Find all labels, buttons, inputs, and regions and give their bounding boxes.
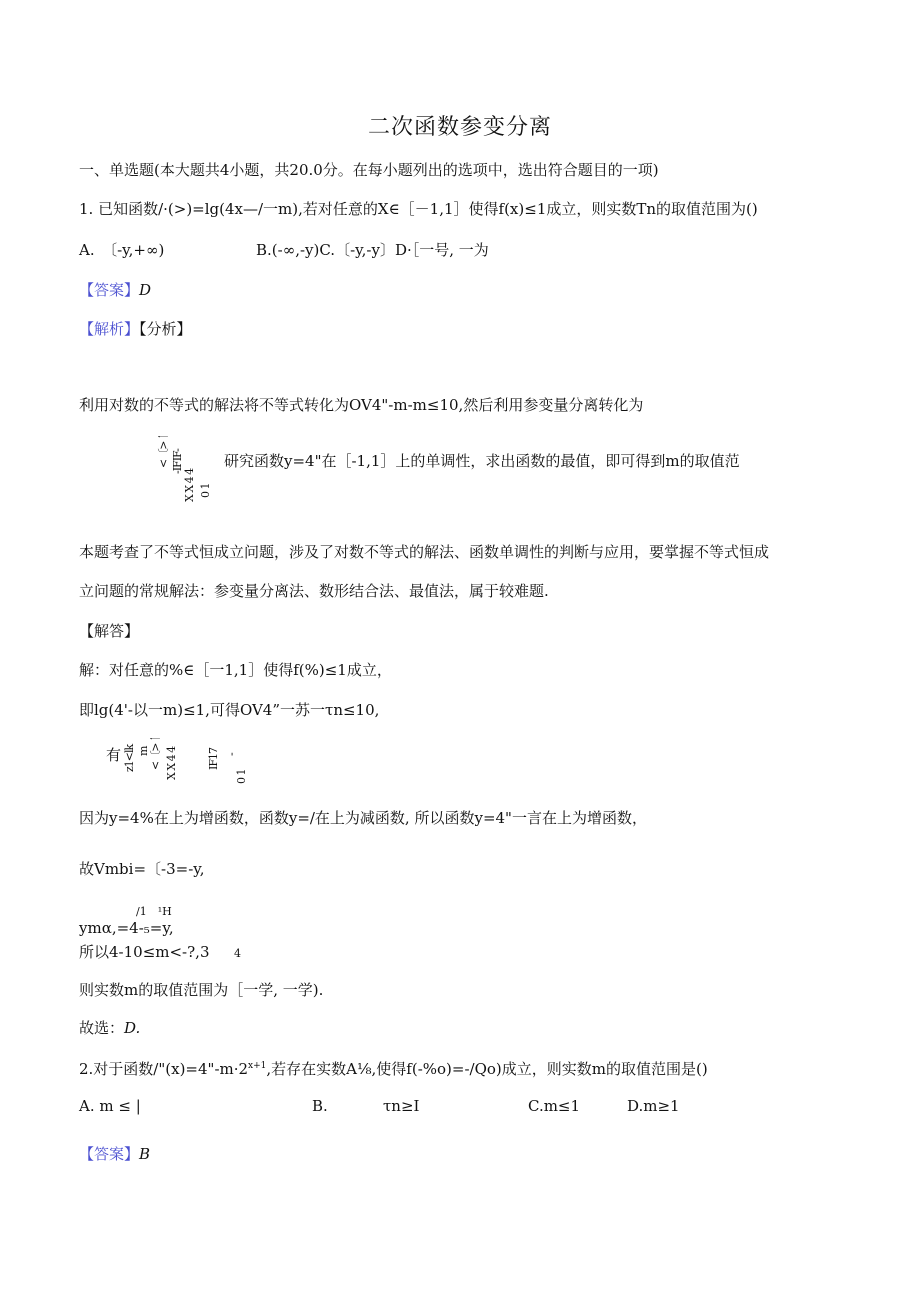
solution-line-7: 则实数m的取值范围为［一学, 一学). [79, 981, 324, 999]
formula-fragment: m [137, 746, 150, 756]
formula-fragment: <〔>一 [149, 733, 162, 770]
formula-fragment: z1<lk [123, 744, 136, 772]
solution-line-5: ymα,=4-₅=y, [79, 919, 174, 937]
fenxi-tag: 【分析】 [139, 320, 192, 338]
formula-fragment: X X 4 4 [183, 468, 196, 502]
q1-stem: 1. 已知函数/·(>)=lg(4x—/一m),若对任意的X∈［－1,1］使得f(x)≤1成立，则实数Tn的取值范围为() [79, 200, 758, 218]
formula-fragment: 0 1 [235, 769, 248, 784]
q1-analysis-header [79, 319, 192, 339]
q2-option-c: C.m≤1 [528, 1097, 581, 1115]
analysis-tag: 【解析】 [79, 320, 140, 338]
page-title: 二次函数参变分离 [367, 115, 552, 140]
answer-value: B [139, 1145, 151, 1163]
formula-fragment: IF17 [207, 748, 220, 770]
q1-analysis-1: 利用对数的不等式的解法将不等式转化为OV4"-m-m≤10,然后利用参变量分离转化为 [79, 396, 644, 414]
answer-tag: 【答案】 [79, 1145, 140, 1163]
jieda-tag: 【解答】 [79, 622, 140, 640]
q1-analysis-2: 研究函数y=4"在［-1,1］上的单调性，求出函数的最值，即可得到m的取值范 [224, 452, 740, 470]
q2-option-b-value: τn≥I [383, 1097, 420, 1115]
q1-analysis-4: 立问题的常规解法：参变量分离法、数形结合法、最值法，属于较难题. [79, 582, 549, 600]
formula-fragment: <〔>一 [157, 431, 170, 468]
q1-option-a: A. 〔-y,+∞) [79, 241, 165, 259]
q2-option-d: D.m≥1 [627, 1097, 680, 1115]
q2-option-b: B. [312, 1097, 328, 1115]
solution-line-6-tail: 4 [234, 947, 241, 960]
q1-option-bcd: B.(-∞,-y)C.〔-y,-y〕D·［一号, 一为 [256, 241, 489, 259]
formula-fragment: -IFIF- [171, 449, 184, 474]
q2-stem-sup: x+1 [248, 1061, 267, 1071]
answer-value: D [139, 281, 152, 299]
q1-answer [79, 280, 151, 300]
q2-option-a: A. m ≤ | [79, 1097, 141, 1115]
solution-line-1: 解：对任意的%∈［一1,1］使得f(%)≤1成立， [79, 661, 392, 679]
formula-fragment: X X 4 4 [165, 746, 178, 780]
choose-label: 故选： [79, 1019, 125, 1037]
answer-tag: 【答案】 [79, 281, 140, 299]
solution-line-4: 故Vmbi=〔-3=-y, [79, 860, 205, 878]
q2-stem-main: 2.对于函数/"(x)=4"-m·2 [79, 1060, 249, 1078]
solution-line-5-top: /1 ¹H [136, 905, 172, 918]
solution-line-3: 因为y=4%在上为增函数，函数y=/在上为减函数, 所以函数y=4"一言在上为增函数， [79, 809, 647, 827]
formula-fragment: 0 1 [199, 483, 212, 498]
section-heading: 一、单选题(本大题共4小题，共20.0分。在每小题列出的选项中，选出符合题目的一项) [79, 161, 659, 179]
solution-line-8 [79, 1018, 140, 1038]
q2-stem [79, 1056, 708, 1079]
solution-line-6: 所以4-10≤m<-?,3 [79, 943, 210, 961]
q1-analysis-3: 本题考查了不等式恒成立问题，涉及了对数不等式的解法、函数单调性的判断与应用，要掌握不等式恒成 [79, 543, 770, 561]
formula-fragment: - [225, 753, 238, 756]
choose-value: D. [124, 1019, 141, 1037]
solution-line-2: 即lg(4'-以一m)≤1,可得OV4”一苏一τn≤10, [79, 701, 380, 719]
solution-you: 有 [106, 746, 122, 764]
q2-stem-rest: ,若存在实数A⅛,使得f(-%o)=-/Qo)成立，则实数m的取值范围是() [266, 1060, 708, 1078]
q2-answer [79, 1144, 150, 1164]
